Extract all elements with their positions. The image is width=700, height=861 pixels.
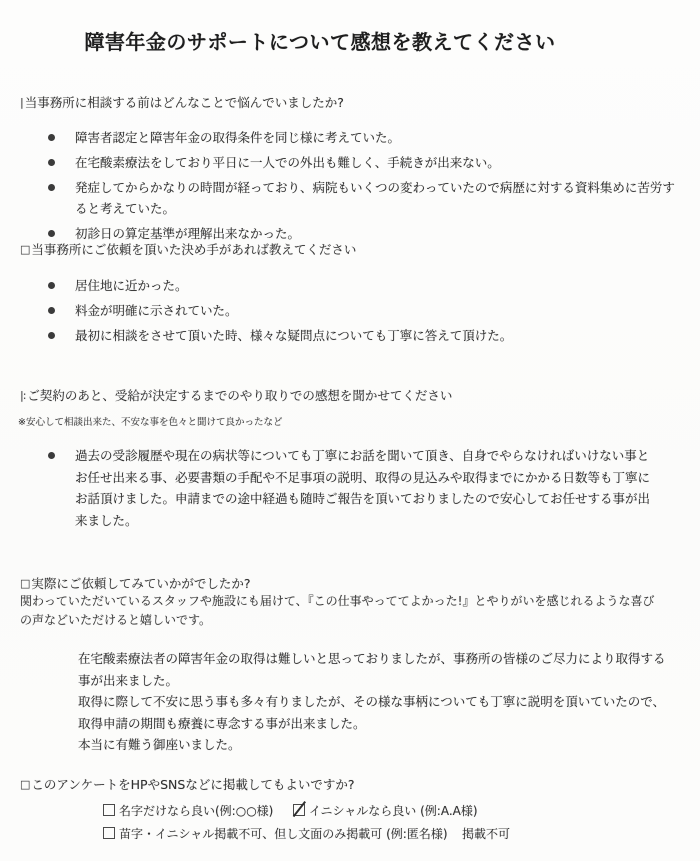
answer-text: 発症してからかなりの時間が経っており、病院もいくつの変わっていたので病歴に対する資料集めに苦労すると考えていた。 — [75, 180, 675, 216]
option-label: イニシャルなら良い (例:A.A様) — [309, 804, 478, 818]
question-3-answers — [48, 445, 660, 535]
question-4-text: 実際にご依頼してみていかがでしたか? — [31, 576, 251, 591]
question-3-text: ご契約のあと、受給が決定するまでのやり取りでの感想を聞かせてください — [27, 388, 453, 403]
consent-options-row-2 — [0, 825, 700, 845]
option-label: 掲載不可 — [462, 827, 511, 841]
list-item — [48, 325, 678, 346]
answer-text: 料金が明確に示されていた。 — [75, 303, 238, 318]
checkbox-marker-icon: □ — [20, 577, 30, 590]
checkbox-marker-icon: □ — [20, 778, 30, 791]
question-5-heading — [20, 775, 354, 793]
question-1-heading — [20, 93, 344, 111]
question-4-answer — [78, 648, 675, 756]
option-label: 名字だけなら良い(例:○○様) — [119, 804, 274, 818]
list-item — [48, 300, 678, 321]
answer-text: 初診日の算定基準が理解出来なかった。 — [75, 226, 301, 241]
checkbox-marker-icon: | — [20, 96, 23, 109]
option-text-only-ok — [103, 825, 448, 842]
list-item — [48, 445, 660, 531]
option-label: 苗字・イニシャル掲載不可、但し文面のみ掲載可 (例:匿名様) — [119, 827, 448, 841]
bullet-icon — [48, 332, 55, 339]
option-no-publication — [462, 825, 510, 842]
option-family-name-ok — [103, 802, 273, 819]
answer-paragraph: 取得に際して不安に思う事も多々有りましたが、その様な事柄についても丁寧に説明を頂いていたので、取得申請の期間も療養に専念する事が出来ました。 — [78, 694, 666, 731]
answer-text: 障害者認定と障害年金の取得条件を同じ様に考えていた。 — [75, 130, 401, 145]
list-item — [48, 152, 678, 173]
page-title: 障害年金のサポートについて感想を教えてください — [84, 30, 556, 54]
bullet-icon — [48, 282, 55, 289]
checkbox-icon — [103, 804, 115, 816]
consent-options-row-1 — [0, 802, 700, 822]
subtext-line: の声などいただけると嬉しいです。 — [20, 613, 212, 627]
answer-paragraph: 在宅酸素療法者の障害年金の取得は難しいと思っておりましたが、事務所の皆様のご尽力により取得する事が出来ました。 — [78, 651, 666, 688]
answer-text: 居住地に近かった。 — [75, 278, 188, 293]
question-2-answers — [48, 275, 678, 350]
question-2-heading — [20, 240, 356, 258]
answer-paragraph: 本当に有難う御座いました。 — [78, 737, 241, 752]
subtext-line: 関わっていただいているスタッフや施設にも届けて、『この仕事やっててよかった!』とやりがいを感じれるような喜び — [20, 594, 655, 608]
bullet-icon — [48, 230, 55, 237]
question-5-text: このアンケートをHPやSNSなどに掲載してもよいですか? — [31, 777, 355, 792]
list-item — [48, 177, 678, 219]
bullet-icon — [48, 307, 55, 314]
checkbox-checked-icon — [293, 804, 305, 816]
bullet-icon — [48, 159, 55, 166]
answer-text: 最初に相談をさせて頂いた時、様々な疑問点についても丁寧に答えて頂けた。 — [75, 328, 513, 343]
checkbox-marker-icon: □ — [20, 243, 30, 256]
checkbox-marker-icon: |: — [20, 389, 26, 402]
question-2-text: 当事務所にご依頼を頂いた決め手があれば教えてください — [31, 242, 357, 257]
checkbox-icon — [103, 827, 115, 839]
bullet-icon — [48, 452, 55, 459]
question-3-heading — [20, 386, 452, 404]
question-4-heading — [20, 574, 251, 592]
bullet-icon — [48, 184, 55, 191]
answer-text: 過去の受診履歴や現在の病状等についても丁寧にお話を聞いて頂き、自身でやらなければいけない事とお任せ出来る事、必要書類の手配や不足事項の説明、取得の見込みや取得までにかかる日数等も丁寧にお話頂けました。申請までの途中経過も随時ご報告を頂いておりましたので安心してお任せする事が出来ました。 — [75, 448, 651, 528]
option-initials-ok — [293, 802, 478, 819]
list-item — [48, 275, 678, 296]
question-4-subtext — [20, 592, 654, 630]
question-3-hint-note: ※安心して相談出来た、不安な事を色々と聞けて良かったなど — [18, 417, 283, 428]
bullet-icon — [48, 134, 55, 141]
answer-text: 在宅酸素療法をしており平日に一人での外出も難しく、手続きが出来ない。 — [75, 155, 500, 170]
list-item — [48, 127, 678, 148]
question-1-text: 当事務所に相談する前はどんなことで悩んでいましたか? — [24, 95, 344, 110]
question-1-answers — [48, 127, 678, 248]
